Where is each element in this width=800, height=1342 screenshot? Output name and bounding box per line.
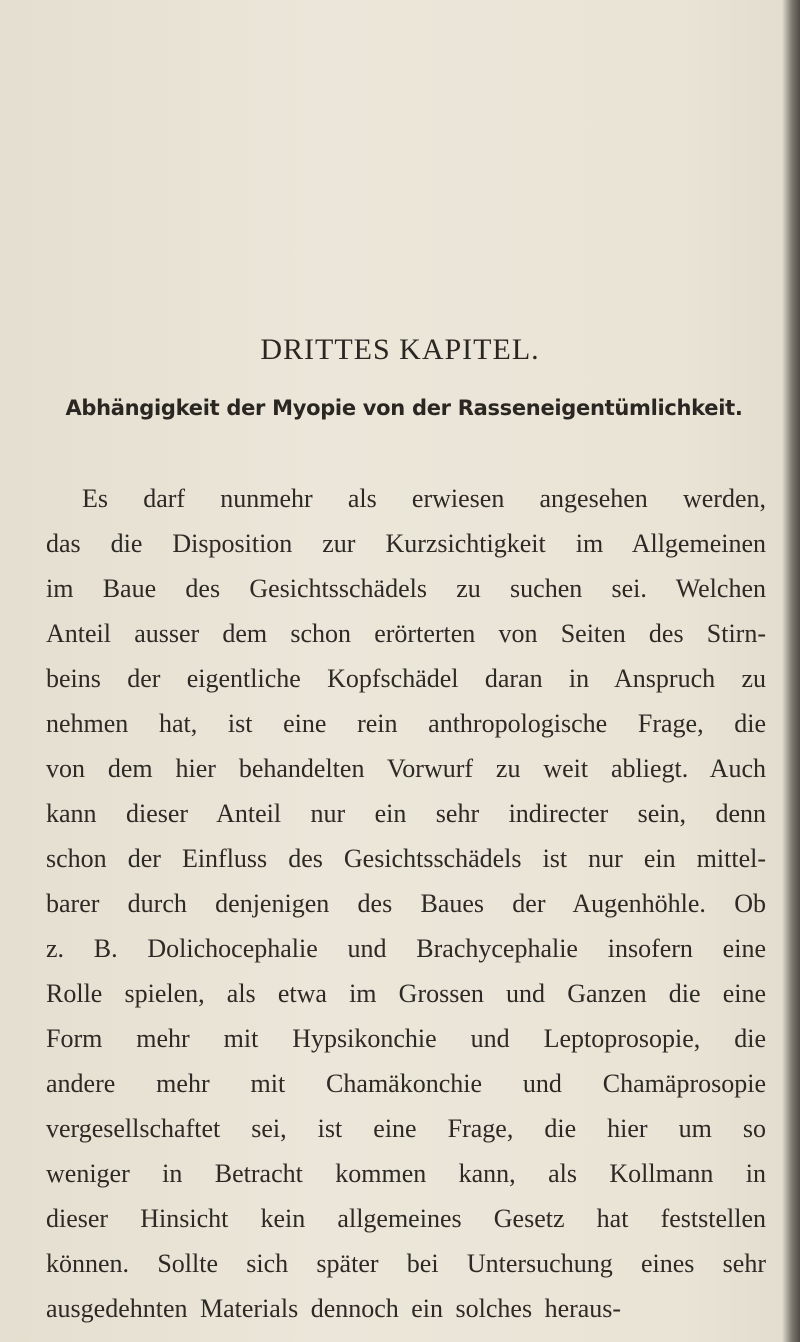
text-line: dieser Hinsicht kein allgemeines Gesetz hat feststellen	[46, 1204, 766, 1233]
text-line: können. Sollte sich später bei Untersuchung eines sehr	[46, 1249, 766, 1278]
text-line: Anteil ausser dem schon erörterten von Seiten des Stirn-	[46, 619, 766, 648]
text-line: beins der eigentliche Kopfschädel daran in Anspruch zu	[46, 664, 766, 693]
text-line: Form mehr mit Hypsikonchie und Leptoprosopie, die	[46, 1024, 766, 1053]
text-line: vergesellschaftet sei, ist eine Frage, die hier um so	[46, 1114, 766, 1143]
text-line: im Baue des Gesichtsschädels zu suchen sei. Welchen	[46, 574, 766, 603]
text-line: Es darf nunmehr als erwiesen angesehen werden,	[82, 484, 766, 513]
text-line: schon der Einfluss des Gesichtsschädels ist nur ein mittel-	[46, 844, 766, 873]
text-line: das die Disposition zur Kurzsichtigkeit im Allgemeinen	[46, 529, 766, 558]
chapter-heading: DRITTES KAPITEL.	[260, 333, 540, 366]
page-edge-shadow	[782, 0, 800, 1342]
body-paragraph	[46, 476, 766, 1331]
text-line: ausgedehnten Materials dennoch ein solches heraus-	[46, 1294, 622, 1323]
text-line: barer durch denjenigen des Baues der Augenhöhle. Ob	[46, 889, 766, 918]
chapter-subtitle: Abhängigkeit der Myopie von der Rasseneigentümlichkeit.	[65, 396, 743, 420]
text-line: Rolle spielen, als etwa im Grossen und Ganzen die eine	[46, 979, 766, 1008]
text-line: nehmen hat, ist eine rein anthropologische Frage, die	[46, 709, 766, 738]
text-line: von dem hier behandelten Vorwurf zu weit abliegt. Auch	[46, 754, 766, 783]
text-line: andere mehr mit Chamäkonchie und Chamäprosopie	[46, 1069, 766, 1098]
text-line: weniger in Betracht kommen kann, als Kollmann in	[46, 1159, 766, 1188]
text-line: z. B. Dolichocephalie und Brachycephalie insofern eine	[46, 934, 766, 963]
text-line: kann dieser Anteil nur ein sehr indirecter sein, denn	[46, 799, 766, 828]
